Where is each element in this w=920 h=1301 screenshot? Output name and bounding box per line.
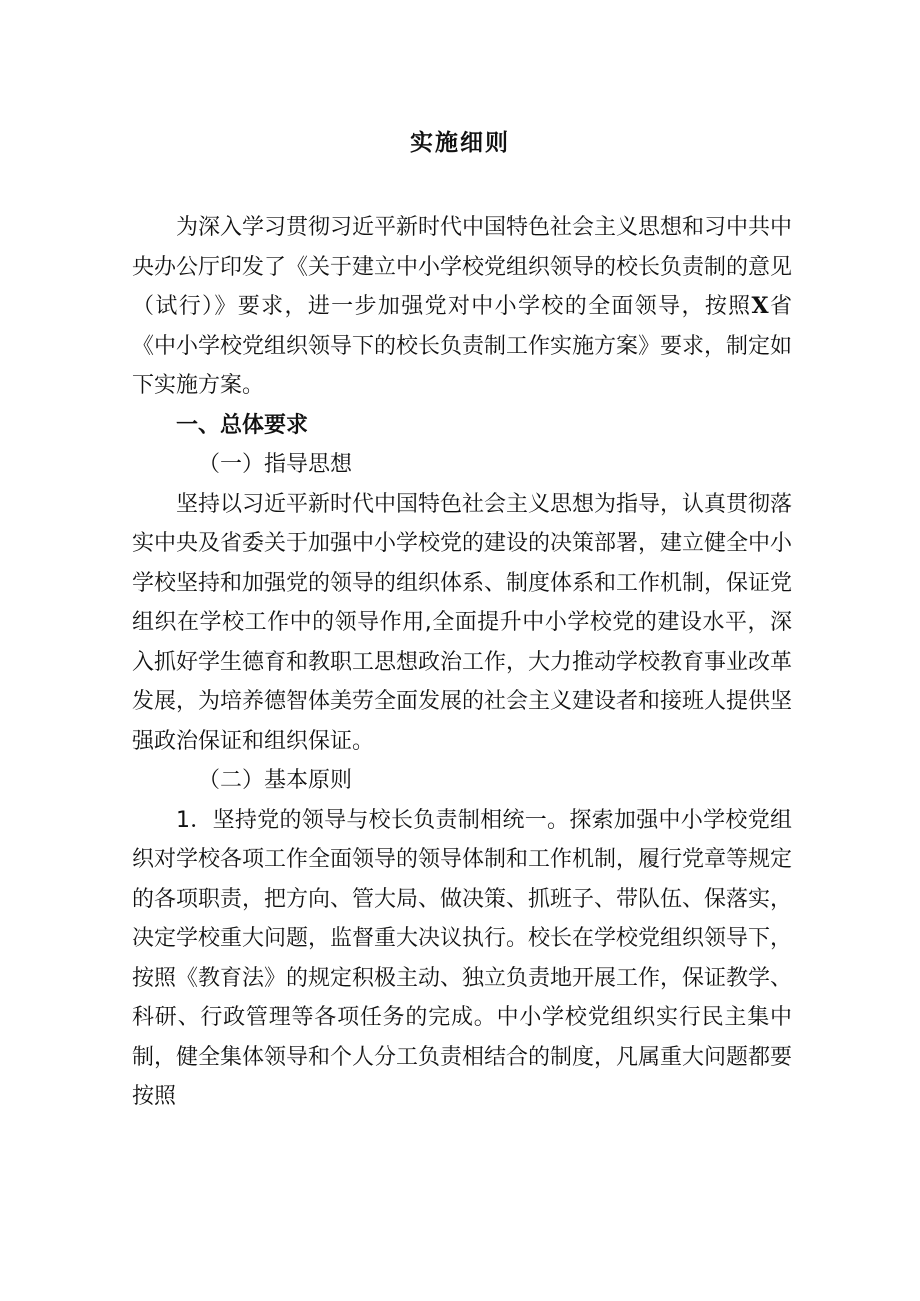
province-mark: X	[751, 293, 769, 319]
intro-text-part2: 省《中小学校党组织领导下的校长负责制工作实施方案》要求，制定如下实施方案。	[132, 294, 793, 398]
subsection-heading-guiding-ideology: （一）指导思想	[198, 452, 353, 477]
subsection-heading-basic-principles: （二）基本原则	[198, 768, 353, 793]
section-heading-overall-requirements: 一、总体要求	[176, 412, 309, 438]
document-body	[132, 208, 792, 1117]
guiding-ideology-paragraph: 坚持以习近平新时代中国特色社会主义思想为指导，认真贯彻落实中央及省委关于加强中小学校党的建设的决策部署，建立健全中小学校坚持和加强党的领导的组织体系、制度体系和工作机制，保证党组织在学校工作中的领导作用,全面提升中小学校党的建设水平，深入抓好学生德育和教职工思想政治工作，大力推动学校教育事业改革发展，为培养德智体美劳全面发展的社会主义建设者和接班人提供坚强政治保证和组织保证。	[132, 491, 793, 754]
intro-paragraph	[132, 208, 792, 406]
principle-item-1: 1．坚持党的领导与校长负责制相统一。探索加强中小学校党组织对学校各项工作全面领导的领导体制和工作机制，履行党章等规定的各项职责，把方向、管大局、做决策、抓班子、带队伍、保落实，决定学校重大问题，监督重大决议执行。校长在学校党组织领导下，按照《教育法》的规定积极主动、独立负责地开展工作，保证教学、科研、行政管理等各项任务的完成。中小学校党组织实行民主集中制，健全集体领导和个人分工负责相结合的制度，凡属重大问题都要按照	[132, 807, 793, 1109]
document-title: 实施细则	[410, 130, 510, 156]
intro-text-part1: 为深入学习贯彻习近平新时代中国特色社会主义思想和习中共中央办公厅印发了《关于建立中小学校党组织领导的校长负责制的意见（试行）》要求，进一步加强党对中小学校的全面领导，按照	[132, 215, 793, 319]
